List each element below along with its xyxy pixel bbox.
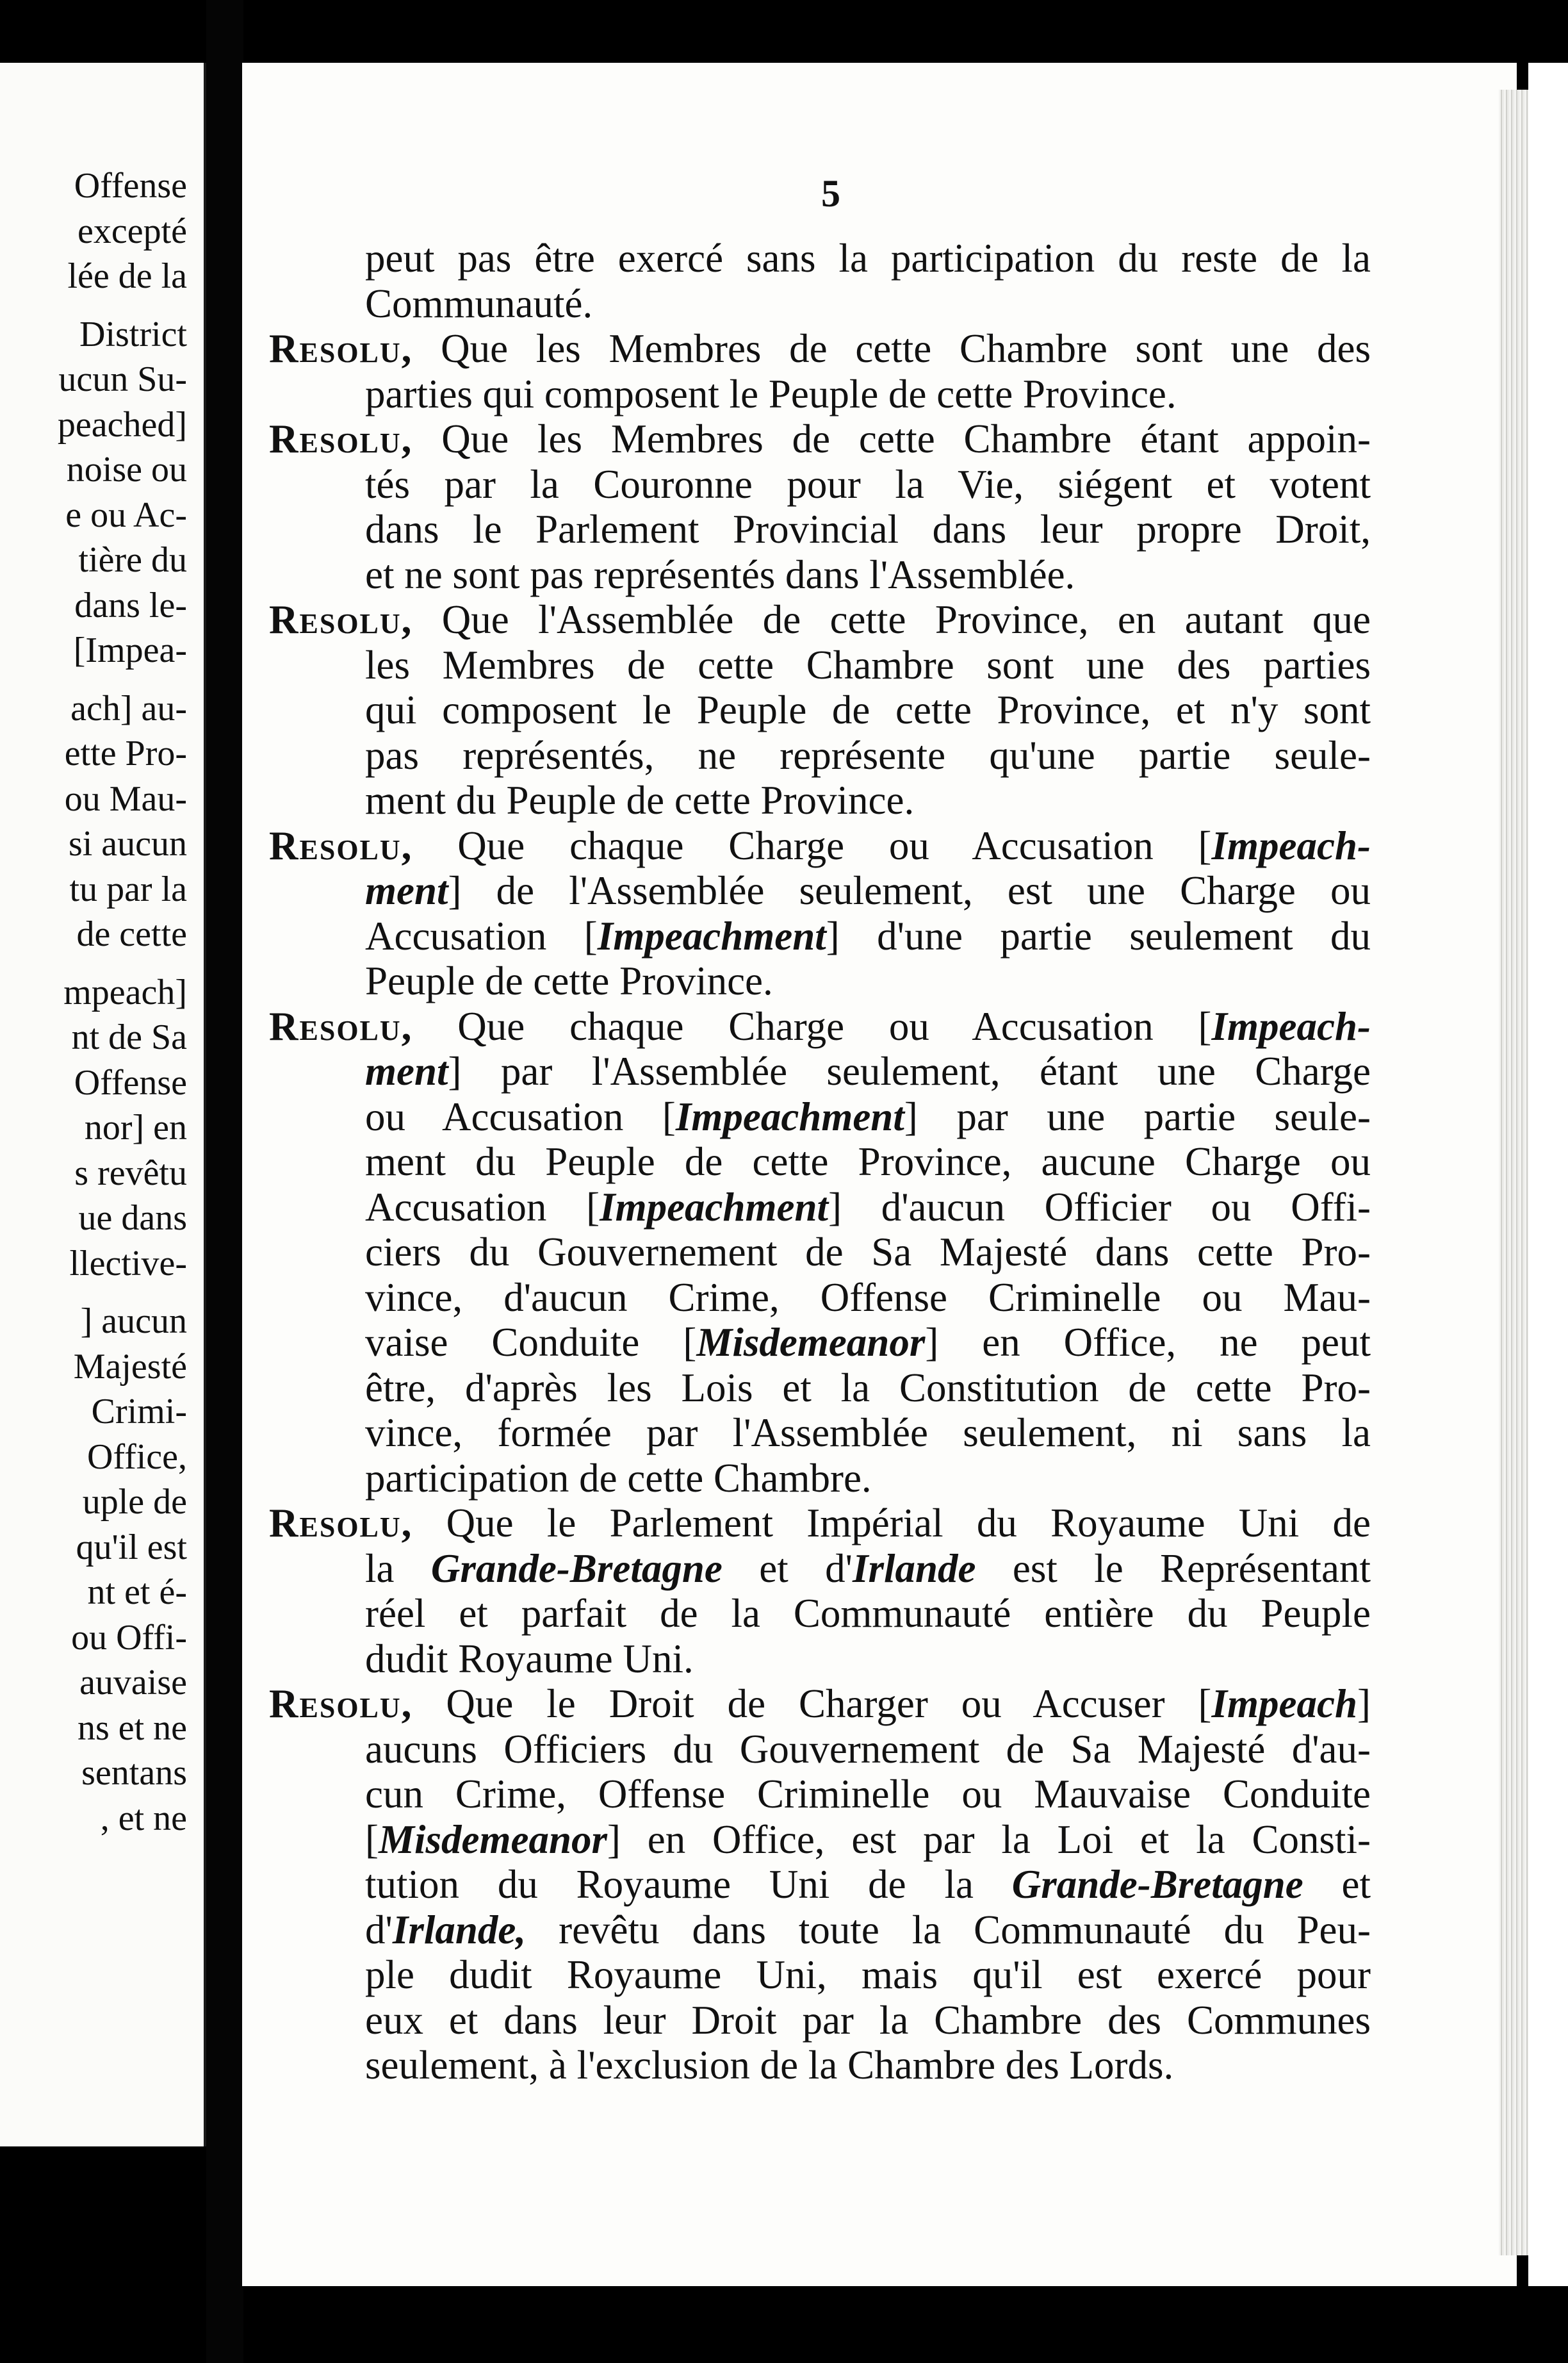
text-line xyxy=(269,1636,1371,1682)
text-run: d' xyxy=(365,1907,393,1952)
left-page-line: Offense xyxy=(74,166,187,206)
text-run: est le Représentant xyxy=(976,1545,1371,1591)
text-run: et ne sont pas représentés dans l'Assemblée. xyxy=(365,552,1075,597)
text-line xyxy=(269,1772,1371,1817)
text-line xyxy=(269,1456,1371,1501)
text-line xyxy=(269,281,1371,327)
left-page-line: s revêtu xyxy=(74,1153,187,1193)
text-run: ] par l'Assemblée seulement, étant une Charge xyxy=(448,1049,1371,1094)
text-line xyxy=(269,1275,1371,1321)
text-run: tution du Royaume Uni de la xyxy=(365,1862,1012,1907)
paragraph xyxy=(269,236,1371,326)
text-line xyxy=(269,1094,1371,1140)
text-line xyxy=(269,1139,1371,1185)
left-page-line: nt et é- xyxy=(87,1572,187,1612)
text-line xyxy=(269,416,1371,462)
text-line xyxy=(269,1817,1371,1863)
page-body-text xyxy=(269,236,1371,2088)
paragraph xyxy=(269,416,1371,597)
left-page-line: excepté xyxy=(78,211,187,251)
text-run: dans le Parlement Provincial dans leur propre Droit, xyxy=(365,507,1371,552)
paragraph xyxy=(269,326,1371,416)
text-line xyxy=(269,1501,1371,1546)
text-run: qui composent le Peuple de cette Province, et n'y sont xyxy=(365,687,1371,732)
resolution-lead: Resolu, xyxy=(269,416,413,461)
left-page-line: ou Offi- xyxy=(71,1617,187,1658)
text-line xyxy=(269,372,1371,417)
text-line xyxy=(269,1907,1371,1953)
text-run: ment du Peuple de cette Province. xyxy=(365,778,915,823)
text-run: Peuple de cette Province. xyxy=(365,959,773,1003)
italic-term: Impeachment xyxy=(600,1184,829,1230)
text-run: vince, formée par l'Assemblée seulement, ni sans la xyxy=(365,1410,1371,1455)
text-run: être, d'après les Lois et la Constitution de cette Pro- xyxy=(365,1365,1371,1410)
left-page-line: dans le- xyxy=(74,585,187,625)
text-line xyxy=(269,733,1371,778)
text-run: et xyxy=(1303,1862,1371,1907)
text-line xyxy=(269,914,1371,959)
text-run: ] d'aucun Officier ou Offi- xyxy=(828,1184,1371,1230)
text-line xyxy=(269,507,1371,552)
text-line xyxy=(269,326,1371,372)
left-page-line: ette Pro- xyxy=(64,734,187,773)
text-line xyxy=(269,1410,1371,1456)
text-line xyxy=(269,823,1371,869)
left-page-line: District xyxy=(79,314,187,354)
text-run: et d' xyxy=(722,1545,853,1591)
resolution-lead: Resolu, xyxy=(269,823,413,868)
text-line xyxy=(269,1998,1371,2043)
left-page-line: noise ou xyxy=(66,450,187,490)
italic-term: Irlande, xyxy=(392,1907,527,1952)
text-line xyxy=(269,1004,1371,1050)
text-run: Communauté. xyxy=(365,281,593,326)
text-line xyxy=(269,1049,1371,1094)
text-run: Que l'Assemblée de cette Province, en autant que xyxy=(412,597,1371,642)
text-run: parties qui composent le Peuple de cette Province. xyxy=(365,371,1177,416)
left-page-line: mpeach] xyxy=(63,972,187,1012)
italic-term: Impeach- xyxy=(1211,1003,1371,1049)
text-run: eux et dans leur Droit par la Chambre des Communes xyxy=(365,1997,1371,2043)
text-line xyxy=(269,778,1371,823)
resolution-lead: Resolu, xyxy=(269,326,413,371)
left-page-line: Majesté xyxy=(73,1346,187,1387)
page-margin xyxy=(1528,63,1568,2286)
text-line xyxy=(269,1320,1371,1365)
text-run: ciers du Gouvernement de Sa Majesté dans cette Pro- xyxy=(365,1230,1371,1274)
text-run: tés par la Couronne pour la Vie, siégent et votent xyxy=(365,461,1371,507)
text-run: vaise Conduite [ xyxy=(365,1320,697,1365)
paragraph xyxy=(269,1501,1371,1681)
text-line xyxy=(269,1591,1371,1636)
text-line xyxy=(269,1185,1371,1230)
text-run: pas représentés, ne représente qu'une partie seule- xyxy=(365,732,1371,778)
text-run: [ xyxy=(365,1816,379,1862)
text-run: Que le Parlement Impérial du Royaume Uni de xyxy=(412,1501,1371,1545)
text-line xyxy=(269,2043,1371,2088)
resolution-lead: Resolu, xyxy=(269,1681,413,1726)
italic-term: Impeachment xyxy=(597,913,826,959)
text-line xyxy=(269,1952,1371,1998)
left-page-line: Office, xyxy=(87,1437,187,1477)
text-line xyxy=(269,868,1371,914)
italic-term: Impeach xyxy=(1211,1681,1358,1726)
resolution-lead: Resolu, xyxy=(269,1501,413,1545)
paragraph xyxy=(269,1004,1371,1501)
text-run: ] xyxy=(1357,1681,1371,1726)
book-gutter xyxy=(206,0,243,2363)
text-run: vince, d'aucun Crime, Offense Criminelle ou Mau- xyxy=(365,1274,1371,1320)
text-line xyxy=(269,1862,1371,1907)
left-page-line: uple de xyxy=(82,1482,187,1522)
left-page-line: auvaise xyxy=(79,1663,187,1702)
text-run: ] de l'Assemblée seulement, est une Charge ou xyxy=(448,868,1371,913)
text-line xyxy=(269,643,1371,688)
text-line xyxy=(269,597,1371,643)
text-run: Que les Membres de cette Chambre étant appoin- xyxy=(412,416,1371,461)
italic-term: Grande-Bretagne xyxy=(1011,1862,1303,1907)
paragraph xyxy=(269,823,1371,1004)
italic-term: ment xyxy=(365,868,448,913)
text-run: ] en Office, est par la Loi et la Consti- xyxy=(607,1816,1371,1862)
left-page-line: llective- xyxy=(69,1243,187,1283)
text-line xyxy=(269,1546,1371,1592)
italic-term: Impeachment xyxy=(675,1094,904,1139)
left-page-line: tu par la xyxy=(69,869,187,909)
left-page-line: nor] en xyxy=(84,1108,187,1148)
italic-term: Impeach- xyxy=(1211,823,1371,868)
text-run: Accusation [ xyxy=(365,1184,600,1230)
left-page-line: sentans xyxy=(81,1753,187,1793)
left-page-line: ue dans xyxy=(78,1198,187,1238)
left-page-fragment xyxy=(0,63,206,2146)
text-line xyxy=(269,687,1371,733)
text-line xyxy=(269,236,1371,281)
left-page-line: de cette xyxy=(76,914,187,954)
left-page-line: Offense xyxy=(74,1062,187,1103)
text-line xyxy=(269,1681,1371,1727)
left-page-line: lée de la xyxy=(67,256,187,296)
left-page-line: ou Mau- xyxy=(64,778,187,819)
text-run: revêtu dans toute la Communauté du Peu- xyxy=(526,1907,1371,1952)
text-run: ple dudit Royaume Uni, mais qu'il est exercé pour xyxy=(365,1952,1371,1997)
italic-term: ment xyxy=(365,1049,448,1094)
left-page-line: si aucun xyxy=(68,824,187,864)
text-run: ] d'une partie seulement du xyxy=(826,913,1371,959)
left-page-line: ucun Su- xyxy=(58,359,187,399)
text-run: ment du Peuple de cette Province, aucune Charge ou xyxy=(365,1139,1371,1184)
text-run: cun Crime, Offense Criminelle ou Mauvaise Conduite xyxy=(365,1772,1371,1816)
resolution-lead: Resolu, xyxy=(269,597,413,642)
text-run: participation de cette Chambre. xyxy=(365,1455,872,1501)
text-line xyxy=(269,1230,1371,1275)
italic-term: Irlande xyxy=(852,1545,976,1591)
text-run: ] par une partie seule- xyxy=(904,1094,1371,1139)
page-edge xyxy=(1499,90,1528,2255)
text-run: Que chaque Charge ou Accusation [ xyxy=(412,1003,1212,1049)
left-page-line: , et ne xyxy=(100,1798,187,1838)
text-run: Que chaque Charge ou Accusation [ xyxy=(412,823,1212,868)
resolution-lead: Resolu, xyxy=(269,1003,413,1049)
text-run: Accusation [ xyxy=(365,913,598,959)
text-run: ] en Office, ne peut xyxy=(925,1320,1371,1365)
left-page-line: e ou Ac- xyxy=(65,495,187,535)
text-run: Que le Droit de Charger ou Accuser [ xyxy=(412,1681,1212,1726)
text-run: aucuns Officiers du Gouvernement de Sa Majesté d'au- xyxy=(365,1726,1371,1772)
paragraph xyxy=(269,597,1371,823)
text-run: peut pas être exercé sans la participation du reste de la xyxy=(365,236,1371,281)
left-page-line: [Impea- xyxy=(73,630,187,670)
text-line xyxy=(269,959,1371,1004)
text-line xyxy=(269,1727,1371,1772)
left-page-line: peached] xyxy=(57,404,187,445)
page-number: 5 xyxy=(821,172,840,215)
text-run: dudit Royaume Uni. xyxy=(365,1636,694,1681)
left-page-line: tière du xyxy=(78,540,187,580)
text-run: les Membres de cette Chambre sont une des parties xyxy=(365,642,1371,687)
left-page-line: ns et ne xyxy=(77,1708,187,1748)
text-run: Que les Membres de cette Chambre sont une des xyxy=(412,326,1371,371)
italic-term: Grande-Bretagne xyxy=(430,1545,723,1591)
paragraph xyxy=(269,1681,1371,2088)
text-line xyxy=(269,462,1371,507)
left-page-line: Crimi- xyxy=(91,1392,187,1431)
text-line xyxy=(269,552,1371,598)
text-run: seulement, à l'exclusion de la Chambre des Lords. xyxy=(365,2043,1174,2087)
italic-term: Misdemeanor xyxy=(696,1320,926,1365)
text-run: la xyxy=(365,1545,431,1591)
text-run: ou Accusation [ xyxy=(365,1094,676,1139)
text-run: réel et parfait de la Communauté entière du Peuple xyxy=(365,1591,1371,1636)
left-page-line: ach] au- xyxy=(70,688,187,729)
text-line xyxy=(269,1365,1371,1411)
left-page-line: qu'il est xyxy=(76,1527,187,1567)
italic-term: Misdemeanor xyxy=(378,1816,608,1862)
left-page-line: nt de Sa xyxy=(71,1017,187,1057)
left-page-line: ] aucun xyxy=(80,1301,187,1341)
